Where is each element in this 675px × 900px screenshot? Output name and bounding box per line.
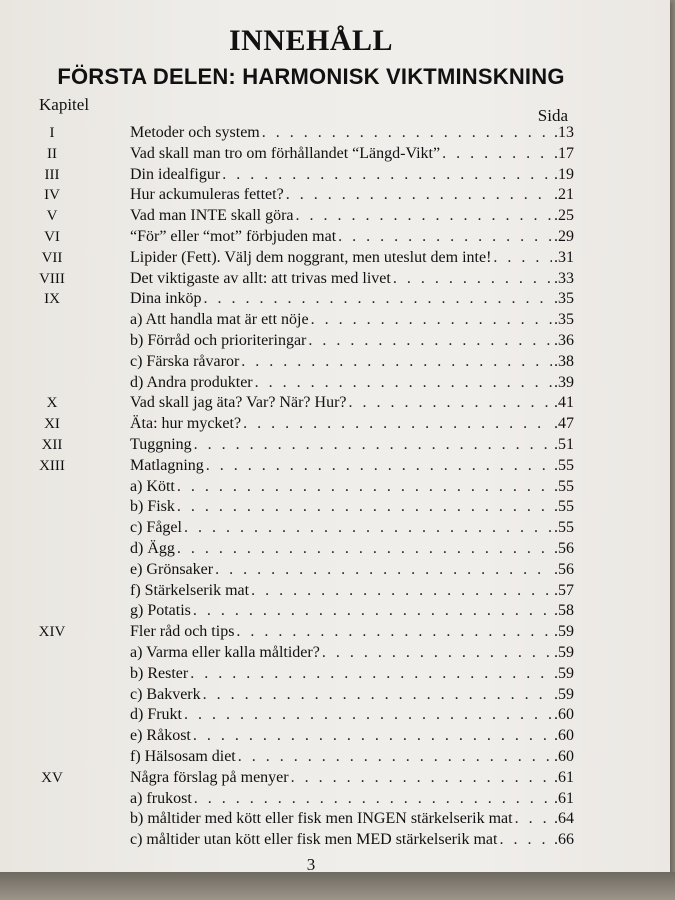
chapter-title: Vad skall jag äta? Var? När? Hur? — [130, 394, 347, 412]
page-ref: .58 — [554, 602, 574, 620]
dot-leader — [206, 457, 552, 475]
chapter-number: XIII — [39, 457, 65, 474]
dot-leader — [184, 519, 552, 537]
toc-row — [0, 727, 670, 749]
page-ref: .21 — [554, 186, 574, 204]
chapter-number: V — [46, 208, 58, 225]
chapter-number: IV — [44, 187, 60, 204]
toc-entry — [130, 644, 574, 662]
chapter-title: Din idealfigur — [130, 165, 221, 183]
toc-row — [0, 311, 670, 333]
toc-row — [0, 665, 670, 687]
dot-leader — [194, 436, 552, 454]
chapter-title: a) Varma eller kalla måltider? — [130, 644, 320, 661]
chapter-title: d) Ägg — [130, 540, 175, 557]
toc-row — [0, 748, 670, 770]
toc-row — [0, 353, 670, 375]
chapter-number: VI — [44, 229, 60, 245]
toc-row — [0, 790, 670, 812]
toc-row — [0, 415, 670, 437]
page-ref: .55 — [554, 456, 574, 474]
page-ref: .64 — [554, 810, 574, 828]
chapter-number: III — [44, 166, 60, 183]
toc-entry — [130, 706, 574, 724]
dot-leader — [204, 290, 552, 308]
toc-row — [0, 249, 670, 271]
page-ref: .55 — [554, 498, 574, 516]
dot-leader — [442, 145, 552, 163]
toc-entry — [130, 686, 574, 704]
page-ref: .59 — [554, 685, 574, 703]
chapter-title: Äta: hur mycket? — [130, 415, 242, 433]
chapter-title: b) måltider med kött eller fisk men INGEN stärkelserik mat — [130, 810, 513, 828]
chapter-title: c) Bakverk — [130, 685, 201, 703]
chapter-number: VII — [41, 249, 63, 266]
dot-leader — [177, 540, 552, 558]
dot-leader — [291, 769, 552, 787]
dot-leader — [203, 686, 552, 704]
toc-row — [0, 207, 670, 229]
toc-row — [0, 623, 670, 645]
page-ref: .19 — [554, 165, 574, 183]
page-ref: .60 — [554, 748, 574, 765]
chapter-title: f) Stärkelserik mat — [130, 581, 250, 599]
toc-entry — [130, 353, 574, 371]
toc-entry — [130, 249, 574, 267]
chapter-title: e) Grönsaker — [130, 560, 214, 578]
toc-row — [0, 810, 670, 832]
toc-entry — [130, 394, 574, 412]
dot-leader — [177, 498, 552, 516]
dot-leader — [193, 727, 552, 745]
toc-row — [0, 582, 670, 604]
page-ref: .25 — [554, 207, 574, 225]
page-ref: .41 — [554, 394, 574, 412]
table-surface — [0, 872, 675, 900]
toc-entry — [130, 228, 574, 246]
chapter-title: b) Förråd och prioriteringar — [130, 332, 307, 349]
toc-row — [0, 602, 670, 624]
page-ref: .13 — [554, 124, 574, 141]
toc-entry — [130, 374, 574, 392]
dot-leader — [194, 790, 552, 808]
toc-row — [0, 145, 670, 167]
dot-leader — [255, 374, 552, 392]
dot-leader — [296, 207, 552, 225]
toc-entry — [130, 290, 574, 308]
chapter-title: b) Fisk — [130, 498, 175, 516]
toc-entry — [130, 623, 574, 641]
toc-row — [0, 540, 670, 562]
page-ref: .35 — [554, 311, 574, 329]
chapter-title: Fler råd och tips — [130, 623, 235, 641]
page-ref: .17 — [554, 144, 574, 162]
toc-entry — [130, 166, 574, 184]
toc-entry — [130, 498, 574, 516]
page-ref: .61 — [554, 768, 574, 786]
toc-entry — [130, 540, 574, 558]
chapter-title: c) Färska råvaror — [130, 352, 240, 370]
page-ref: .61 — [554, 789, 574, 807]
dot-leader — [499, 831, 552, 849]
dot-leader — [322, 644, 552, 662]
toc-entry — [130, 602, 574, 620]
toc-entry — [130, 270, 574, 288]
toc-row — [0, 644, 670, 666]
dot-leader — [241, 353, 552, 371]
chapter-title: Matlagning — [130, 456, 204, 474]
dot-leader — [349, 394, 553, 412]
dot-leader — [251, 582, 552, 600]
toc-row — [0, 228, 670, 250]
page-ref: .55 — [554, 477, 574, 495]
toc-row — [0, 290, 670, 312]
toc-row — [0, 706, 670, 728]
toc-entry — [130, 332, 574, 350]
toc-entry — [130, 124, 574, 142]
page-ref: .59 — [554, 623, 574, 641]
toc-row — [0, 270, 670, 292]
chapter-title: Tuggning — [130, 436, 192, 453]
dot-leader — [236, 623, 552, 641]
chapter-title: a) Kött — [130, 477, 175, 495]
toc-entry — [130, 582, 574, 600]
toc-row — [0, 769, 670, 791]
dot-leader — [184, 706, 552, 724]
toc-row — [0, 186, 670, 208]
dot-leader — [262, 124, 552, 142]
toc-entry — [130, 727, 574, 745]
toc-entry — [130, 311, 574, 329]
toc-entry — [130, 186, 574, 204]
toc-row — [0, 561, 670, 583]
toc-row — [0, 498, 670, 520]
page-ref: .56 — [554, 540, 574, 557]
chapter-title: Några förslag på menyer — [130, 768, 289, 786]
chapter-title: Hur ackumuleras fettet? — [130, 186, 284, 204]
chapter-number: I — [49, 125, 55, 141]
chapter-title: “För” eller “mot” förbjuden mat — [130, 228, 337, 245]
dot-leader — [193, 602, 552, 620]
page-ref: .47 — [554, 415, 574, 433]
dot-leader — [222, 166, 552, 184]
toc-row — [0, 457, 670, 479]
chapter-title: Metoder och system — [130, 124, 260, 141]
chapter-number: XII — [41, 437, 63, 453]
toc-entry — [130, 415, 574, 433]
page-ref: .66 — [554, 831, 574, 849]
dot-leader — [190, 665, 552, 683]
toc-row — [0, 166, 670, 188]
chapter-number: IX — [44, 291, 60, 308]
page-ref: .55 — [554, 519, 574, 537]
page-ref: .39 — [554, 373, 574, 391]
page-number: 3 — [306, 855, 316, 872]
chapter-number: X — [46, 395, 58, 412]
toc-row — [0, 374, 670, 396]
toc-entry — [130, 561, 574, 579]
page-ref: .59 — [554, 644, 574, 661]
page-ref: .35 — [554, 290, 574, 308]
toc-entry — [130, 519, 574, 537]
toc-entry — [130, 207, 574, 225]
toc-entry — [130, 436, 574, 454]
section-subtitle: FÖRSTA DELEN: HARMONISK VIKTMINSKNING — [57, 64, 565, 89]
dot-leader — [338, 228, 552, 246]
chapter-title: d) Andra produkter — [130, 373, 253, 391]
chapter-number: II — [47, 145, 57, 162]
chapter-title: a) frukost — [130, 789, 192, 807]
dot-leader — [493, 249, 552, 267]
toc-row — [0, 478, 670, 500]
dot-leader — [215, 561, 552, 579]
toc-row — [0, 436, 670, 458]
page-ref: .57 — [554, 581, 574, 599]
chapter-title: a) Att handla mat är ett nöje — [130, 311, 309, 329]
page-ref: .31 — [554, 248, 574, 266]
chapter-title: g) Potatis — [130, 602, 191, 620]
page-ref: .60 — [554, 706, 574, 724]
page-ref: .51 — [554, 436, 574, 453]
chapter-title: c) måltider utan kött eller fisk men MED stärkelserik mat — [130, 831, 498, 849]
dot-leader — [177, 478, 552, 496]
dot-leader — [286, 186, 552, 204]
page-ref: .29 — [554, 228, 574, 245]
toc-entry — [130, 478, 574, 496]
toc-entry — [130, 810, 574, 828]
toc-entry — [130, 769, 574, 787]
chapter-title: Det viktigaste av allt: att trivas med livet — [130, 269, 391, 287]
toc-entry — [130, 145, 574, 163]
toc-entry — [130, 665, 574, 683]
page-ref: .60 — [554, 727, 574, 745]
chapter-title: Dina inköp — [130, 290, 202, 308]
toc-entry — [130, 748, 574, 766]
toc-entry — [130, 790, 574, 808]
toc-row — [0, 686, 670, 708]
column-header-chapter: Kapitel — [39, 95, 90, 114]
chapter-number: XIV — [38, 624, 66, 641]
dot-leader — [393, 270, 552, 288]
chapter-title: Vad man INTE skall göra — [130, 207, 294, 225]
page-title: INNEHÅLL — [228, 24, 394, 57]
chapter-title: c) Fågel — [130, 519, 182, 537]
chapter-title: Vad skall man tro om förhållandet “Längd-Vikt” — [130, 144, 441, 162]
dot-leader — [515, 810, 552, 828]
chapter-title: f) Hälsosam diet — [130, 748, 236, 765]
toc-row — [0, 831, 670, 853]
toc-row — [0, 394, 670, 416]
chapter-title: Lipider (Fett). Välj dem noggrant, men uteslut dem inte! — [130, 248, 492, 266]
chapter-number: VIII — [39, 270, 65, 287]
dot-leader — [308, 332, 552, 350]
column-header-page: Sida — [537, 106, 568, 125]
page-ref: .36 — [554, 332, 574, 349]
toc-row — [0, 124, 670, 146]
page-ref: .33 — [554, 269, 574, 287]
dot-leader — [243, 415, 552, 433]
chapter-number: XI — [44, 416, 60, 433]
page-ref: .59 — [554, 664, 574, 682]
chapter-title: e) Råkost — [130, 727, 191, 745]
dot-leader — [238, 748, 552, 766]
toc-row — [0, 332, 670, 354]
toc-entry — [130, 457, 574, 475]
chapter-number: XV — [41, 769, 63, 786]
chapter-title: b) Rester — [130, 664, 189, 682]
toc-entry — [130, 831, 574, 849]
page-ref: .56 — [554, 560, 574, 578]
page-ref: .38 — [554, 352, 574, 370]
dot-leader — [311, 311, 552, 329]
toc-row — [0, 519, 670, 541]
chapter-title: d) Frukt — [130, 706, 182, 724]
